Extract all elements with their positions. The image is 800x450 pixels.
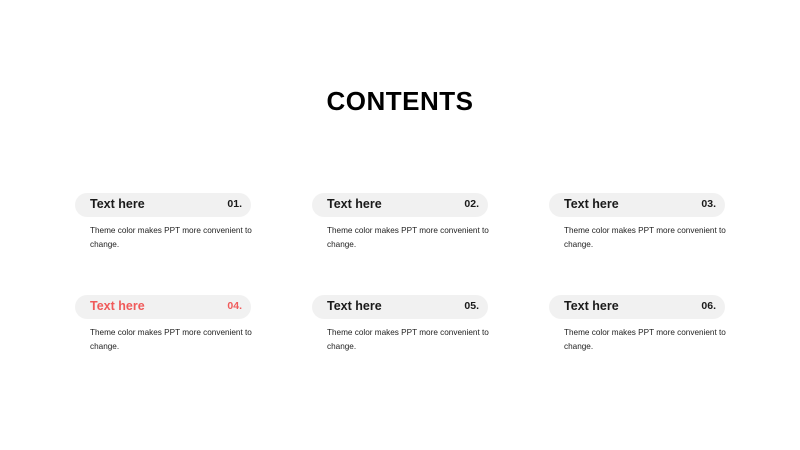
item-label: Text here: [564, 197, 619, 211]
item-label: Text here: [90, 299, 145, 313]
item-header-pill: [549, 295, 725, 319]
item-number: 06.: [701, 300, 716, 312]
item-description: Theme color makes PPT more convenient to change.: [564, 328, 726, 351]
item-description: Theme color makes PPT more convenient to change.: [327, 328, 489, 351]
item-number: 01.: [227, 198, 242, 210]
item-number: 02.: [464, 198, 479, 210]
item-header-pill: [75, 295, 251, 319]
item-header-pill: [312, 193, 488, 217]
item-description: Theme color makes PPT more convenient to change.: [90, 328, 252, 351]
item-header-pill: [75, 193, 251, 217]
item-description: Theme color makes PPT more convenient to change.: [564, 226, 726, 249]
contents-item-01: [75, 193, 251, 252]
contents-item-02: [312, 193, 488, 252]
contents-item-06: [549, 295, 725, 354]
item-label: Text here: [327, 197, 382, 211]
item-label: Text here: [327, 299, 382, 313]
item-number: 04.: [227, 300, 242, 312]
contents-item-04: [75, 295, 251, 354]
item-number: 05.: [464, 300, 479, 312]
item-label: Text here: [564, 299, 619, 313]
contents-item-05: [312, 295, 488, 354]
item-description: Theme color makes PPT more convenient to change.: [327, 226, 489, 249]
item-header-pill: [312, 295, 488, 319]
contents-item-03: [549, 193, 725, 252]
item-header-pill: [549, 193, 725, 217]
item-number: 03.: [701, 198, 716, 210]
slide-title: CONTENTS: [326, 86, 474, 116]
item-description: Theme color makes PPT more convenient to change.: [90, 226, 252, 249]
item-label: Text here: [90, 197, 145, 211]
